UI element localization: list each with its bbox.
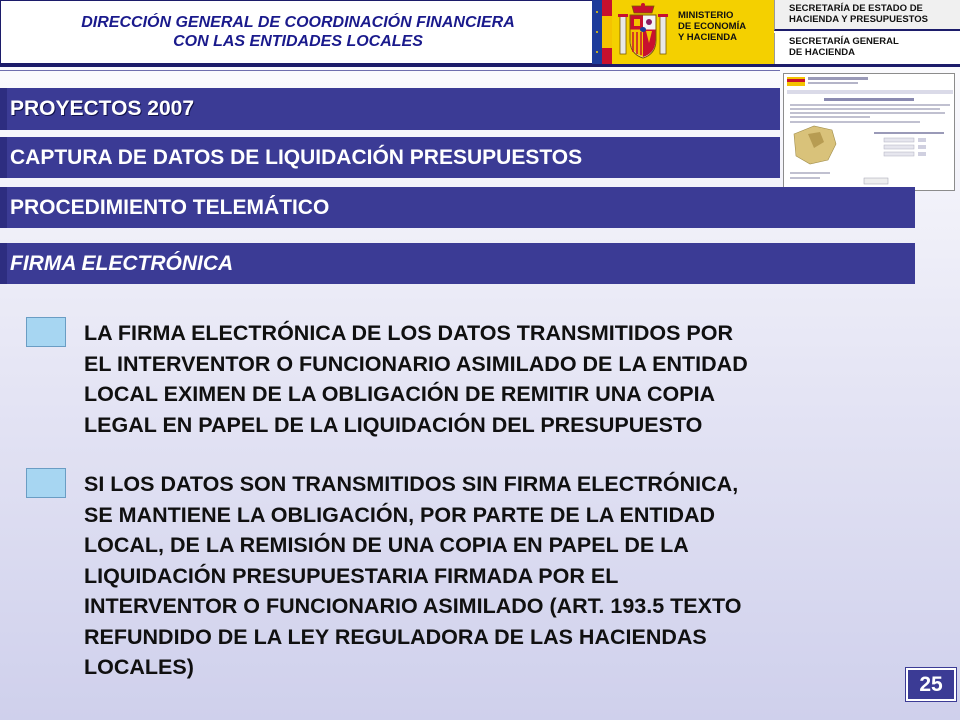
bullet-line: INTERVENTOR O FUNCIONARIO ASIMILADO (ART. 193.5 TEXTO	[84, 594, 742, 618]
secretariat-state-line2: HACIENDA Y PRESUPUESTOS	[789, 14, 929, 25]
bullet-line: LOCAL, DE LA REMISIÓN DE UNA COPIA EN PAPEL DE LA	[84, 533, 689, 557]
ministry-line3: Y HACIENDA	[678, 32, 737, 43]
bullet-line: LEGAL EN PAPEL DE LA LIQUIDACIÓN DEL PRESUPUESTO	[84, 412, 703, 437]
directorate-title	[0, 0, 596, 64]
secretariat-state-label	[774, 0, 960, 31]
page-number: 25	[906, 668, 956, 701]
bullet-line: EL INTERVENTOR O FUNCIONARIO ASIMILADO DE LA ENTIDAD	[84, 351, 748, 376]
eu-flag-icon	[592, 0, 602, 64]
header-divider-thin	[0, 70, 780, 71]
bullet-line: LOCALES)	[84, 655, 194, 679]
bullet-line: LOCAL EXIMEN DE LA OBLIGACIÓN DE REMITIR UNA COPIA	[84, 382, 716, 406]
bullet-text-no-signature-obligation	[84, 469, 934, 683]
spain-flag-icon	[602, 0, 612, 64]
bullet-line: LIQUIDACIÓN PRESUPUESTARIA FIRMADA POR EL	[84, 563, 619, 588]
ministry-line1: MINISTERIO	[678, 10, 734, 21]
section-projects-bar	[0, 88, 780, 130]
secretariat-general-line1: SECRETARÍA GENERAL	[789, 36, 899, 47]
spain-coat-of-arms-icon	[612, 0, 674, 64]
secretariat-general-line2: DE HACIENDA	[789, 47, 855, 58]
directorate-title-line2: CON LAS ENTIDADES LOCALES	[173, 33, 423, 50]
ministry-label	[674, 0, 774, 64]
section-signature-bar	[0, 243, 915, 284]
section-procedure-title: PROCEDIMIENTO TELEMÁTICO	[10, 195, 330, 219]
section-capture-bar	[0, 137, 780, 178]
section-projects-title: PROYECTOS 2007	[10, 97, 195, 120]
bullet-text-signature-exemption	[84, 318, 934, 440]
header-divider	[0, 64, 960, 67]
bullet-line: REFUNDIDO DE LA LEY REGULADORA DE LAS HACIENDAS	[84, 624, 707, 649]
secretariat-state-line1: SECRETARÍA DE ESTADO DE	[789, 3, 923, 14]
webpage-screenshot-thumbnail	[783, 73, 955, 191]
directorate-title-line1: DIRECCIÓN GENERAL DE COORDINACIÓN FINANCIERA	[81, 14, 515, 31]
bullet-line: LA FIRMA ELECTRÓNICA DE LOS DATOS TRANSMITIDOS POR	[84, 321, 733, 345]
bullet-line: SI LOS DATOS SON TRANSMITIDOS SIN FIRMA ELECTRÓNICA,	[84, 472, 739, 496]
section-capture-title: CAPTURA DE DATOS DE LIQUIDACIÓN PRESUPUESTOS	[10, 145, 583, 169]
ministry-line2: DE ECONOMÍA	[678, 21, 747, 32]
section-signature-title: FIRMA ELECTRÓNICA	[10, 251, 234, 275]
bullet-line: SE MANTIENE LA OBLIGACIÓN, POR PARTE DE LA ENTIDAD	[84, 502, 716, 527]
secretariat-general-label	[774, 33, 960, 64]
square-bullet-icon	[26, 468, 66, 498]
square-bullet-icon	[26, 317, 66, 347]
section-procedure-bar	[0, 187, 915, 228]
